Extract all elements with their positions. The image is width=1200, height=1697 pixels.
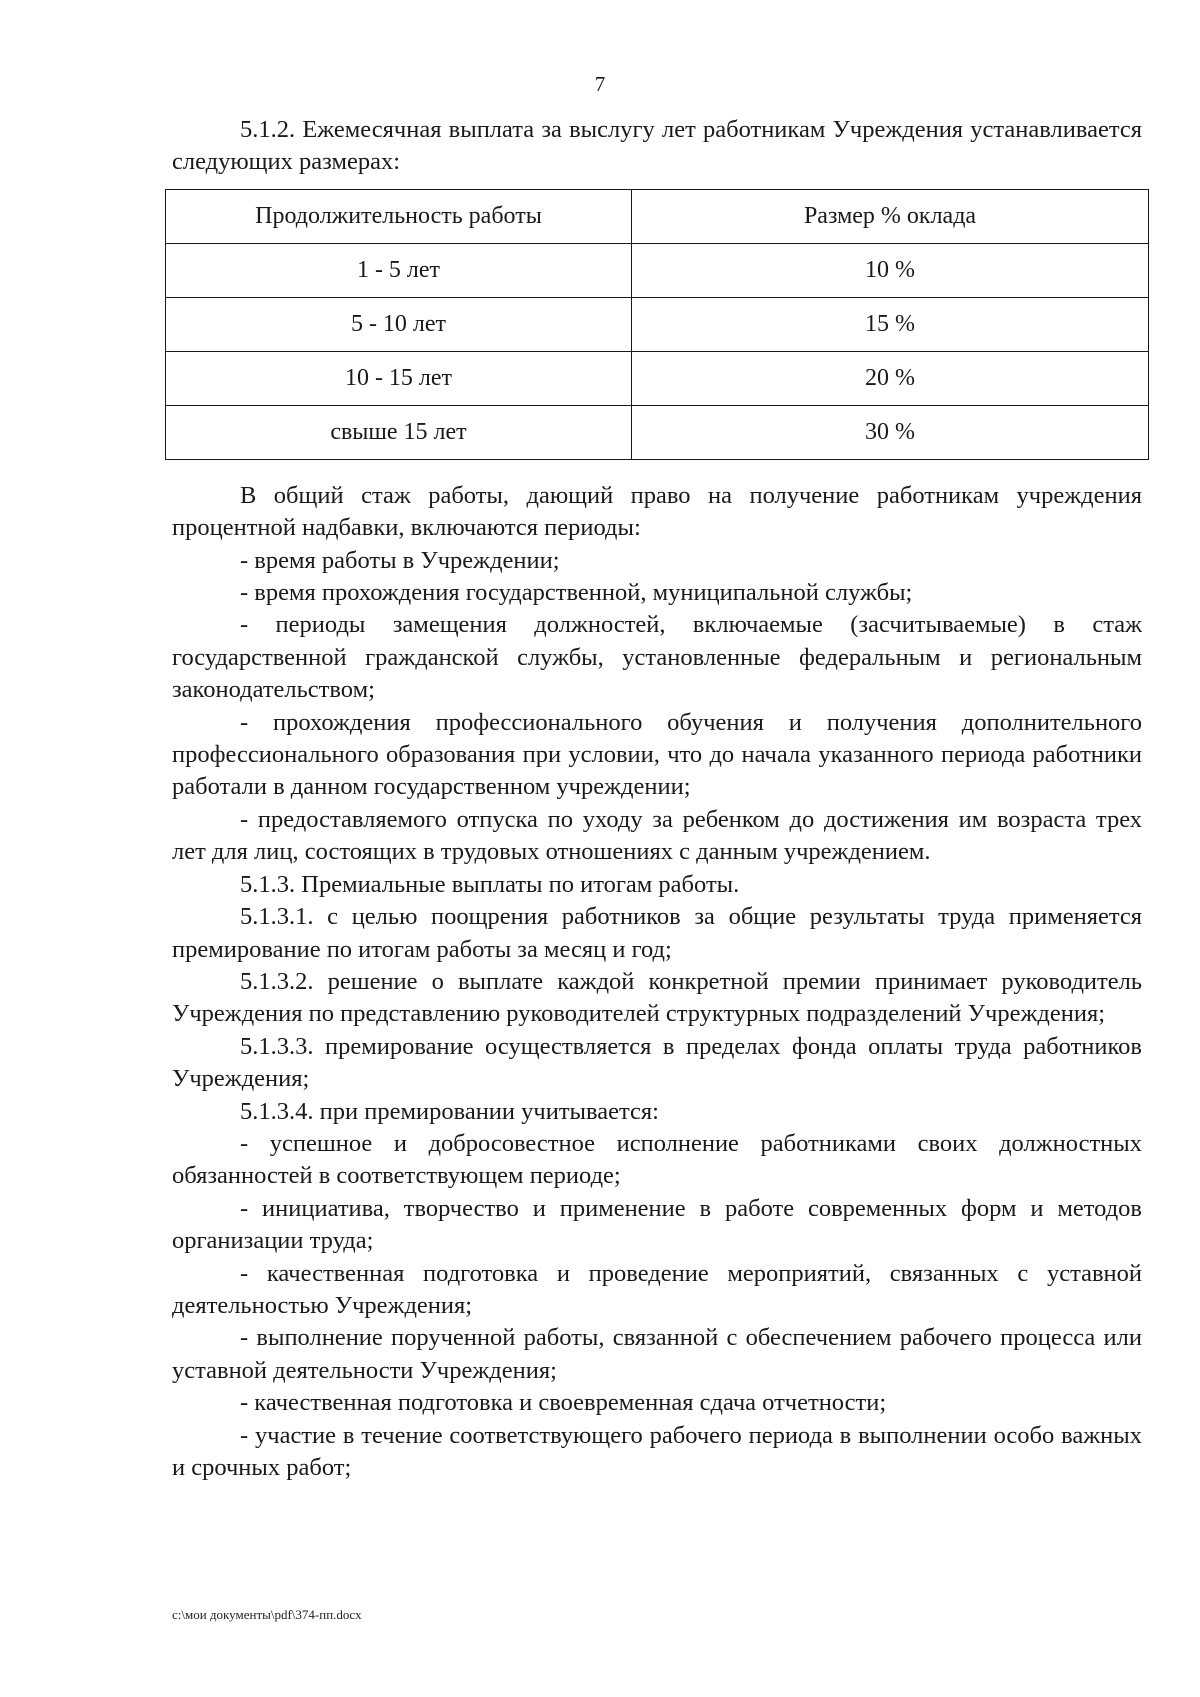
table-row bbox=[166, 351, 1149, 405]
intro-paragraph: 5.1.2. Ежемесячная выплата за выслугу лет работникам Учреждения устанавливается следующих размерах: bbox=[172, 116, 1142, 176]
table-cell-percent: 15 % bbox=[632, 297, 1149, 351]
table-header-duration: Продолжительность работы bbox=[166, 189, 632, 243]
paragraph: - успешное и добросовестное исполнение работниками своих должностных обязанностей в соответствующем периоде; bbox=[172, 1129, 1142, 1190]
table-cell-percent: 20 % bbox=[632, 351, 1149, 405]
table-header-percent: Размер % оклада bbox=[632, 189, 1149, 243]
table-row bbox=[166, 405, 1149, 459]
paragraph: - прохождения профессионального обучения и получения дополнительного профессионального образования при условии, что до начала указанного периода работники работали в данном государственном учреждении; bbox=[172, 708, 1142, 801]
table-header-row bbox=[166, 189, 1149, 243]
paragraph: - время прохождения государственной, муниципальной службы; bbox=[240, 579, 913, 607]
table-row bbox=[166, 297, 1149, 351]
page-number: 7 bbox=[594, 72, 606, 96]
seniority-table bbox=[165, 189, 1149, 460]
table-cell-percent: 10 % bbox=[632, 243, 1149, 297]
document-body bbox=[172, 114, 1142, 1484]
paragraph: 5.1.3. Премиальные выплаты по итогам работы. bbox=[240, 870, 740, 898]
paragraph: 5.1.3.3. премирование осуществляется в пределах фонда оплаты труда работников Учреждения; bbox=[172, 1032, 1142, 1093]
paragraph: В общий стаж работы, дающий право на получение работникам учреждения процентной надбавки, включаются периоды: bbox=[172, 481, 1142, 542]
paragraph: 5.1.3.2. решение о выплате каждой конкретной премии принимает руководитель Учреждения по представлению руководителей структурных подразделений Учреждения; bbox=[172, 967, 1142, 1028]
paragraph: - участие в течение соответствующего рабочего периода в выполнении особо важных и срочных работ; bbox=[172, 1421, 1142, 1481]
paragraph: - периоды замещения должностей, включаемые (засчитываемые) в стаж государственной гражданской службы, установленные федеральным и региональным законодательством; bbox=[172, 611, 1142, 704]
footer-file-path: c:\мои документы\pdf\374-пп.docx bbox=[172, 1607, 362, 1622]
paragraph: 5.1.3.1. с целью поощрения работников за общие результаты труда применяется премирование по итогам работы за месяц и год; bbox=[172, 903, 1142, 963]
paragraph: - инициатива, творчество и применение в работе современных форм и методов организации труда; bbox=[172, 1194, 1142, 1255]
paragraph: 5.1.3.4. при премировании учитывается: bbox=[240, 1097, 659, 1125]
table-cell-percent: 30 % bbox=[632, 405, 1149, 459]
table-cell-duration: свыше 15 лет bbox=[166, 405, 632, 459]
paragraph: - выполнение порученной работы, связанной с обеспечением рабочего процесса или уставной деятельности Учреждения; bbox=[172, 1324, 1142, 1384]
paragraph: - качественная подготовка и проведение мероприятий, связанных с уставной деятельностью Учреждения; bbox=[172, 1259, 1142, 1319]
table-cell-duration: 5 - 10 лет bbox=[166, 297, 632, 351]
table-row bbox=[166, 243, 1149, 297]
paragraph: - предоставляемого отпуска по уходу за ребенком до достижения им возраста трех лет для лиц, состоящих в трудовых отношениях с данным учреждением. bbox=[172, 805, 1142, 866]
paragraph: - время работы в Учреждении; bbox=[240, 546, 560, 574]
table-cell-duration: 1 - 5 лет bbox=[166, 243, 632, 297]
table-cell-duration: 10 - 15 лет bbox=[166, 351, 632, 405]
paragraph: - качественная подготовка и своевременная сдача отчетности; bbox=[240, 1389, 887, 1417]
